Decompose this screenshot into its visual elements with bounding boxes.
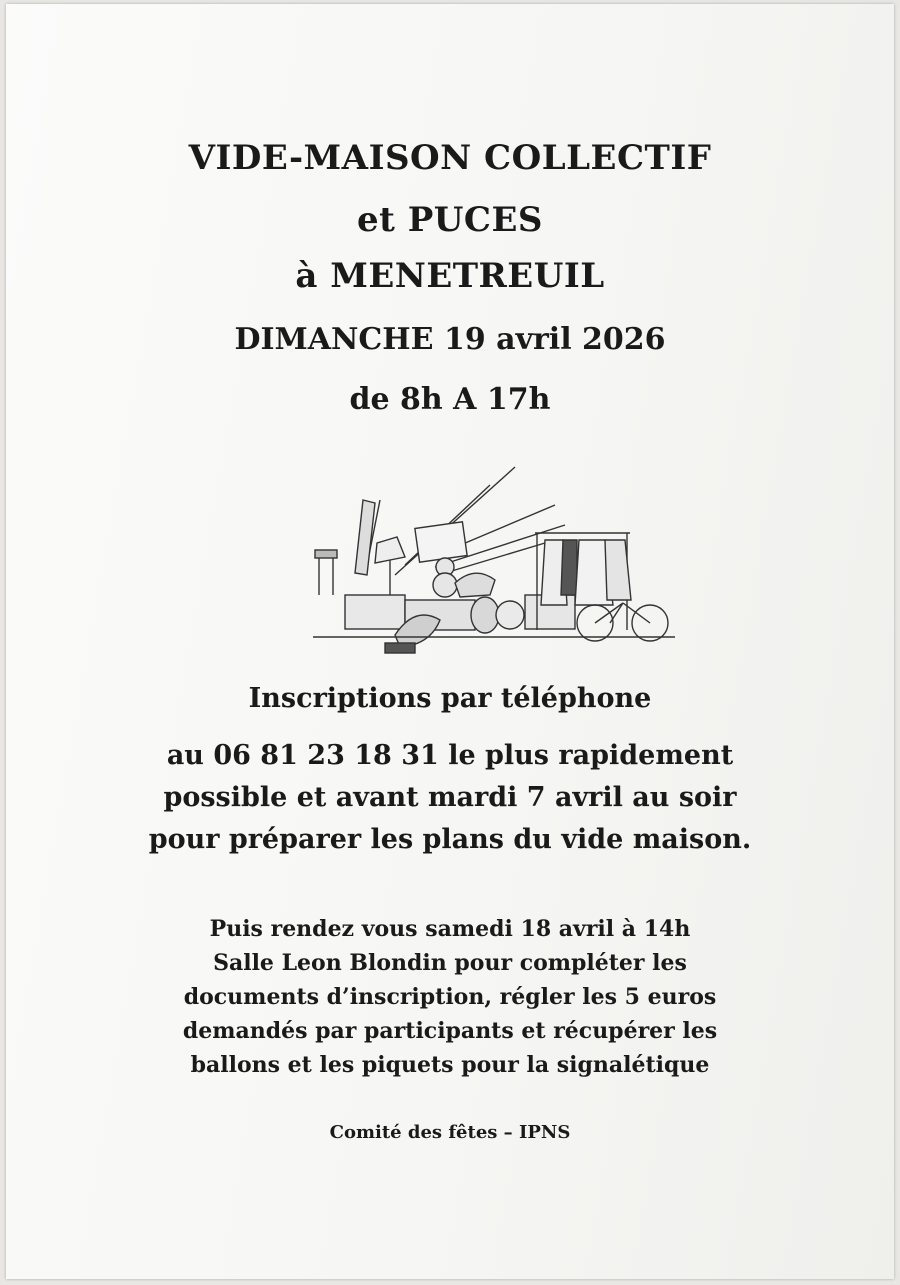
rendezvous-line: documents d’inscription, régler les 5 euros (183, 984, 717, 1010)
inscription-line: au 06 81 23 18 31 le plus rapidement (166, 740, 734, 771)
inscription-details (0, 735, 900, 861)
rendezvous-details (0, 912, 900, 1082)
inscription-line: possible et avant mardi 7 avril au soir (163, 782, 737, 813)
inscription-heading: Inscriptions par téléphone (248, 683, 652, 714)
poster-title-line2: et PUCES (357, 200, 543, 240)
inscription-line: pour préparer les plans du vide maison. (148, 824, 752, 855)
event-hours: de 8h A 17h (349, 382, 551, 417)
rendezvous-line: demandés par participants et récupérer les (182, 1018, 718, 1044)
rendezvous-line: Salle Leon Blondin pour compléter les (213, 950, 687, 976)
flea-market-illustration (305, 455, 685, 665)
event-date: DIMANCHE 19 avril 2026 (234, 322, 666, 357)
poster-title-line3: à MENETREUIL (295, 256, 605, 296)
rendezvous-line: Puis rendez vous samedi 18 avril à 14h (209, 916, 691, 942)
rendezvous-line: ballons et les piquets pour la signalétique (190, 1052, 710, 1078)
organizer-signature: Comité des fêtes – IPNS (329, 1122, 571, 1143)
poster-title-line1: VIDE-MAISON COLLECTIF (188, 138, 712, 178)
